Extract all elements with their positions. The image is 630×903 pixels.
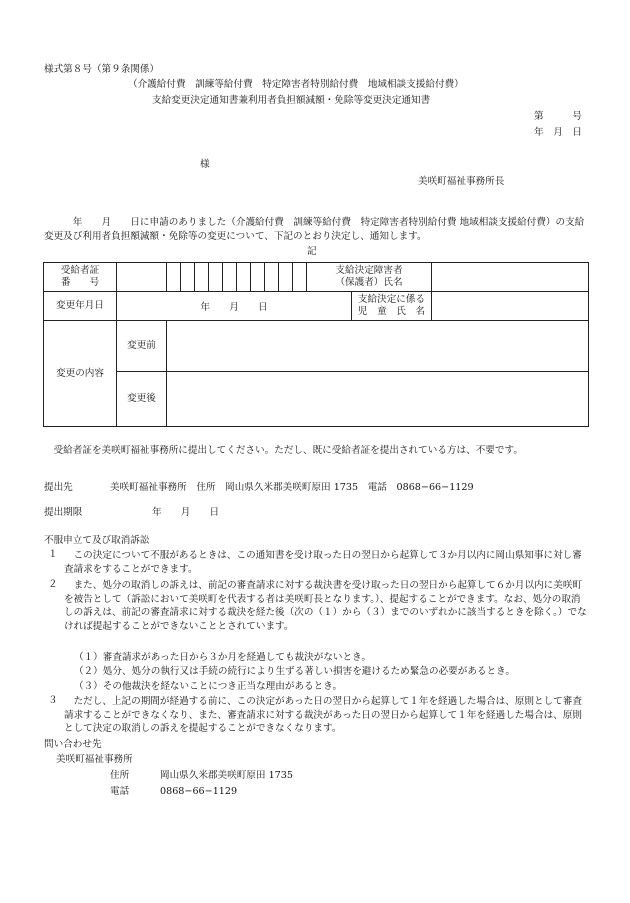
submit-to-label: 提出先 xyxy=(44,482,73,493)
cert-digit-cell[interactable] xyxy=(265,263,279,292)
cert-digit-cell[interactable] xyxy=(181,263,195,292)
document-title: 支給変更決定通知書兼利用者負担額減額・免除等変更決定通知書 xyxy=(152,95,431,106)
cert-digit-cell[interactable] xyxy=(195,263,209,292)
document-number: 第 号 xyxy=(534,111,582,122)
contact-office: 美咲町福祉事務所 xyxy=(56,754,133,765)
appeal-item-2-num: ２ xyxy=(48,579,58,590)
cert-digit-cell[interactable] xyxy=(167,263,181,292)
child-label-line2: 児 童 氏 名 xyxy=(357,306,426,317)
change-date-label: 変更年月日 xyxy=(44,292,117,321)
appeal-sub-item-3: （３）その他裁決を経ないことにつき正当な理由があるとき。 xyxy=(74,681,343,692)
appeal-sub-item-2: （２）処分、処分の執行又は手続の続行により生ずる著しい損害を避けるため緊急の必要があるとき。 xyxy=(74,666,515,677)
contact-heading: 問い合わせ先 xyxy=(44,739,102,750)
cert-digit-cell[interactable] xyxy=(223,263,237,292)
child-label xyxy=(352,292,432,321)
form-subtitle: （介護給付費 訓練等給付費 特定障害者特別給付費 地域相談支援給付費） xyxy=(128,79,464,90)
child-label-line1: 支給決定に係る xyxy=(357,294,426,306)
ki-label: 記 xyxy=(307,246,317,257)
contact-address-value: 岡山県久米郡美咲町原田 1735 xyxy=(160,770,293,781)
cert-digit-cell[interactable] xyxy=(117,263,167,292)
issuer-name: 美咲町福祉事務所長 xyxy=(418,176,505,187)
change-date-value[interactable]: 年 月 日 xyxy=(117,292,352,321)
deadline-label: 提出期限 xyxy=(44,507,83,518)
recipient-cert-label-line1: 受給者証 xyxy=(60,265,100,277)
intro-text: 年 月 日に申請のありました（介護給付費 訓練等給付費 特定障害者特別給付費 地域相談支援給付費）の支給変更及び利用者負担額減額・免除等の変更について、下記のとおり決定し、通知します。 xyxy=(44,217,585,242)
after-content-field[interactable] xyxy=(167,372,589,427)
after-label: 変更後 xyxy=(117,372,167,427)
cert-digit-cell[interactable] xyxy=(279,263,293,292)
disabled-person-label xyxy=(307,263,432,292)
cert-digit-cell[interactable] xyxy=(251,263,265,292)
form-number: 様式第８号（第９条関係） xyxy=(44,64,160,75)
submit-to-value: 美咲町福祉事務所 住所 岡山県久米郡美咲町原田 1735 電話 0868−66−1129 xyxy=(110,482,474,493)
before-label: 変更前 xyxy=(117,321,167,372)
contact-address-label: 住所 xyxy=(110,770,130,781)
appeal-item-1-text: この決定について不服があるときは、この通知書を受け取った日の翌日から起算して３か月以内に岡山県知事に対し審査請求をすることができます。 xyxy=(64,550,582,575)
disabled-person-label-line2: （保護者）氏名 xyxy=(335,277,403,288)
submit-note: 受給者証を美咲町福祉事務所に提出してください。ただし、既に受給者証を提出されている方は、不要です。 xyxy=(44,445,523,456)
cert-digit-cell[interactable] xyxy=(209,263,223,292)
cert-digit-cell[interactable] xyxy=(237,263,251,292)
appeal-heading: 不服申立て及び取消訴訟 xyxy=(44,535,150,546)
change-content-label: 変更の内容 xyxy=(44,321,117,427)
cert-digit-cell[interactable] xyxy=(293,263,307,292)
appeal-sub-item-1: （１）審査請求があった日から３か月を経過しても裁決がないとき。 xyxy=(74,652,371,663)
before-content-field[interactable] xyxy=(167,321,589,372)
appeal-item-2-text: また、処分の取消しの訴えは、前記の審査請求に対する裁決書を受け取った日の翌日から起算して６か月以内に美咲町を被告として（訴訟において美咲町を代表する者は美咲町長となります。）、提起することができます。なお、処分の取消しの訴えは、前記の審査請求に対する裁決を経た後（次の（１）から（３）までのいずれかに該当するときを除く。）でなければ提起することができないこととされています。 xyxy=(64,580,587,632)
appeal-item-3-num: ３ xyxy=(48,695,58,706)
recipient-cert-label xyxy=(44,263,117,292)
contact-phone-value: 0868−66−1129 xyxy=(160,786,238,797)
deadline-value: 年 月 日 xyxy=(152,507,220,518)
appeal-item-1-num: １ xyxy=(48,549,58,560)
child-name-field[interactable] xyxy=(432,292,589,321)
contact-phone-label: 電話 xyxy=(110,786,130,797)
addressee-suffix: 様 xyxy=(200,159,210,170)
recipient-cert-label-line2: 番 号 xyxy=(60,277,100,288)
appeal-item-3-text: ただし、上記の期間が経過する前に、この決定があった日の翌日から起算して１年を経過した場合は、原則として審査請求することができなくなり、また、審査請求に対する裁決があった日の翌日から起算して１年を経過した場合は、原則として決定の取消しの訴えを提起することができなくなります。 xyxy=(64,696,582,735)
decision-table xyxy=(43,262,589,427)
disabled-person-label-line1: 支給決定障害者 xyxy=(335,265,403,277)
document-date: 年 月 日 xyxy=(534,127,582,138)
disabled-person-name-field[interactable] xyxy=(432,263,589,292)
